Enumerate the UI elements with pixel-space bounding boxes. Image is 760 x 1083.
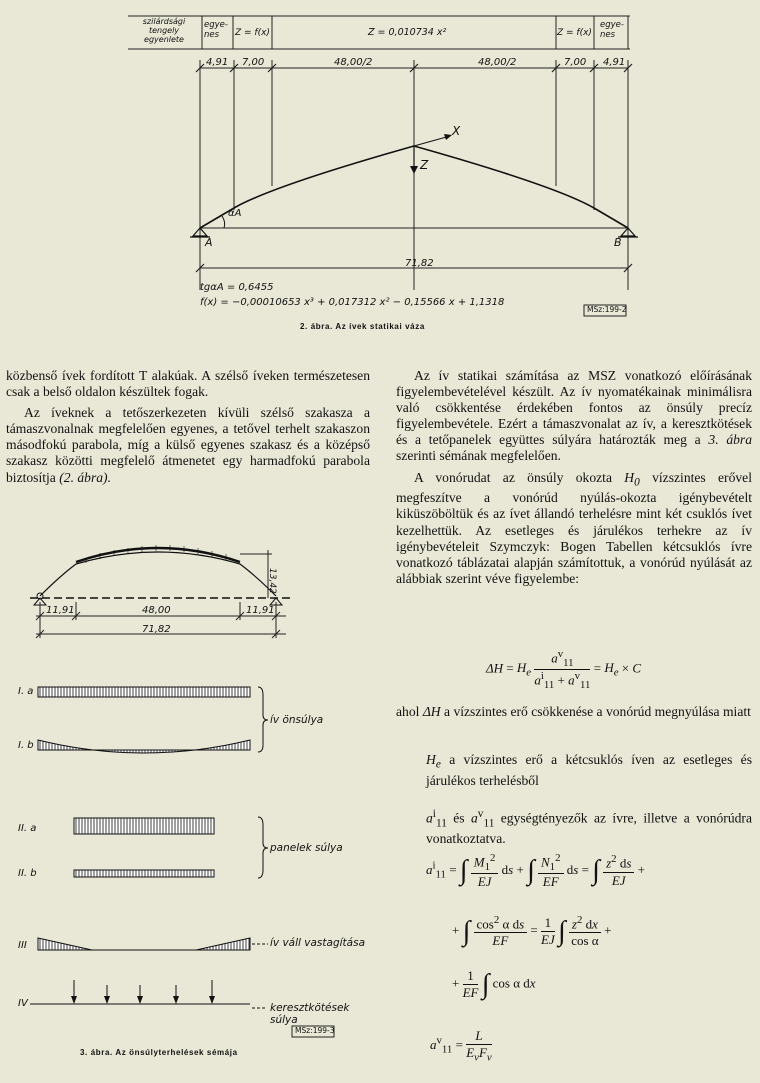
equation-a11-v: $a^v_{11}$ = $\frac{L}{E_vF_v}$: [430, 1028, 492, 1064]
ahol-line: ahol ΔH a vízszintes erő csökkenése a vonórúd megnyúlása miatt: [396, 704, 751, 719]
fig2-seg-middle: Z = 0,010734 x²: [368, 27, 447, 38]
fig3-ref: MSz:199-3: [295, 1026, 335, 1035]
right-paragraph-1-text: Az ív statikai számítása az MSZ vonatkozó előírásának figyelembevételével készült. Az ív nyomatékainak minimálisra való csökkentése érdekében fontos az önsúly precíz figyelembevétele. Ezért a támaszvonalat az ív, a keresztkötések és a tetőpanelek együttes súlyára határozták meg a: [396, 368, 752, 448]
fig3-label-ib: I. b: [18, 740, 34, 751]
fig2-seg-fx-right: Z = f(x): [557, 28, 592, 38]
fig2-dim-491-left: 4,91: [206, 57, 229, 68]
unit-text: egységtényezők az ívre, illetve a vonórúdra vonatkoztatva.: [426, 810, 752, 847]
left-paragraph-1: közbenső ívek fordított T alakúak. A szélső íveken természetesen csak a belső oldalon készültek fogak.: [6, 368, 370, 400]
figure-3-drawing: [0, 540, 370, 1080]
fig2-seg-egyenes-left: egye- nes: [204, 20, 228, 40]
fig2-support-b: B: [614, 236, 622, 249]
fig3-brace-ii-text: panelek súlya: [270, 842, 343, 854]
fig2-dim-700-left: 7,00: [242, 57, 265, 68]
fig3-label-iv: IV: [18, 998, 28, 1009]
left-paragraph-2-ref: (2. ábra).: [59, 469, 111, 485]
fig3-dim-1191-left: 11,91: [46, 605, 75, 616]
fig3-label-iii: III: [18, 940, 27, 951]
fig2-dim-half-left: 48,00/2: [334, 57, 373, 68]
equation-delta-h: $\Delta H = H_e$ $\frac{a^v_{11}}{a^i_{11} + a^v_{11}}$ = $H_e \times C$: [486, 648, 642, 691]
fig3-dim-7182: 71,82: [142, 624, 171, 635]
fig3-label-ia: I. a: [18, 686, 34, 697]
fig2-header-label: szilárdsági tengely egyenlete: [142, 17, 186, 44]
fig2-seg-fx-left: Z = f(x): [235, 28, 270, 38]
fig2-axis-z: Z: [420, 158, 429, 172]
fig2-tg: tgαA = 0,6455: [200, 282, 274, 293]
equation-a11-i-cont2: + $\frac{1}{EF}$ ∫ cos α dx: [452, 968, 536, 1000]
fig3-dim-height: 13,42: [267, 568, 277, 594]
fig3-brace-i-text: ív önsúlya: [270, 714, 324, 726]
he-text: a vízszintes erő a kétcsuklós íven az esetleges és járulékos terhelésből: [426, 752, 752, 788]
fig2-dim-491-right: 4,91: [603, 57, 626, 68]
fig3-dim-4800: 48,00: [142, 605, 171, 616]
fig2-support-a: A: [205, 236, 213, 249]
fig2-caption: 2. ábra. Az ívek statikai váza: [300, 322, 425, 331]
left-paragraph-2-text: Az íveknek a tetőszerkezeten kívüli szélső szakasza a támaszvonalnak megfelelően egyenes, a tetővel terhelt szakaszon másodfokú parabola, míg a külső egyenes szakasz és a középső szakasz közötti megfelelő átmenetet egy harmadfokú parabola biztosítja: [6, 405, 370, 485]
fig2-seg-egyenes-right: egye- nes: [600, 20, 624, 40]
right-paragraph-1-ref: 3. ábra: [708, 432, 753, 448]
fig2-fx: f(x) = −0,00010653 x³ + 0,017312 x² − 0,15566 x + 1,1318: [200, 297, 505, 308]
equation-a11-i-cont1: + ∫ $\frac{\cos^2 \alpha ds}{EF}$ = $\frac{1}{EJ}$ ∫ $\frac{z^2 dx}{\text{cos α}}$ +: [452, 914, 612, 949]
right-paragraph-2: A vonórudat az önsúly okozta $H_0$ vízszintes erővel megfeszítve a vonórúd nyúlás-okozta igénybevételt kiküszöböltük és az ívet állandó terhelésre mint két csuklós ívet kezelhettük. Az esetleges és járulékos terhekre az ív igénybevételeit Szymczyk: Bogen Tabellen kétcsuklós ívre vonatkozó táblázatai alapján számítottuk, a vonórúd nyúlását az alábbiak szerint véve figyelembe:: [396, 469, 752, 586]
fig3-label-iib: II. b: [18, 868, 37, 879]
right-column-text: [396, 368, 752, 592]
ahol-text: a vízszintes erő csökkenése a vonórúd megnyúlása miatt: [444, 704, 751, 719]
fig2-span: 71,82: [405, 258, 434, 269]
figure-3: [0, 540, 370, 1080]
fig2-dim-half-right: 48,00/2: [478, 57, 517, 68]
fig2-ref: MSz:199-2: [587, 305, 627, 314]
fig3-caption: 3. ábra. Az önsúlyterhelések sémája: [80, 1048, 238, 1057]
left-column-text: [6, 368, 370, 491]
right-paragraph-1: [396, 368, 752, 465]
ahol-word: ahol: [396, 704, 420, 719]
fig2-axis-x: X: [452, 124, 461, 138]
fig3-iv-text: keresztkötések súlya: [270, 1002, 350, 1026]
fig3-iii-text: ív váll vastagítása: [270, 937, 365, 949]
right-paragraph-1-end: szerinti sémának megfelelően.: [396, 448, 561, 464]
right-paragraph-2b: vízszintes erővel megfeszítve a vonórúd nyúlás-okozta igénybevételt kiküszöböltük és az ívet állandó terhelésre mint két csuklós ívet kezelhettük. Az esetleges és járulékos terhekre az ív igénybevételeit Szymczyk: Bogen Tabellen kétcsuklós ívre vonatkozó táblázatai alapján számítottuk, a vonórúd nyúlását az alábbiak szerint véve figyelembe:: [396, 469, 752, 586]
figure-2-drawing: [0, 0, 760, 340]
left-paragraph-2: [6, 405, 370, 485]
es-word: és: [453, 810, 465, 826]
fig2-alpha: αA: [228, 208, 242, 219]
he-definition: $H_e$ a vízszintes erő a kétcsuklós íven az esetleges és járulékos terhelésből: [426, 752, 752, 788]
figure-2: [0, 0, 760, 340]
fig2-dim-700-right: 7,00: [564, 57, 587, 68]
fig3-label-iia: II. a: [18, 823, 37, 834]
fig3-dim-1191-right: 11,91: [246, 605, 275, 616]
unit-definition: $a^i_{11}$ és $a^v_{11}$ egységtényezők az ívre, illetve a vonórúdra vonatkoztatva.: [426, 808, 752, 847]
right-paragraph-2a: A vonórudat az önsúly okozta: [414, 469, 612, 485]
equation-a11-i: $a^i_{11}$ = ∫ $\frac{M_1^2}{EJ}$ ds + ∫ $\frac{N_1^2}{EF}$ ds = ∫ $\frac{z^2 ds}{EJ}$ +: [426, 852, 645, 889]
